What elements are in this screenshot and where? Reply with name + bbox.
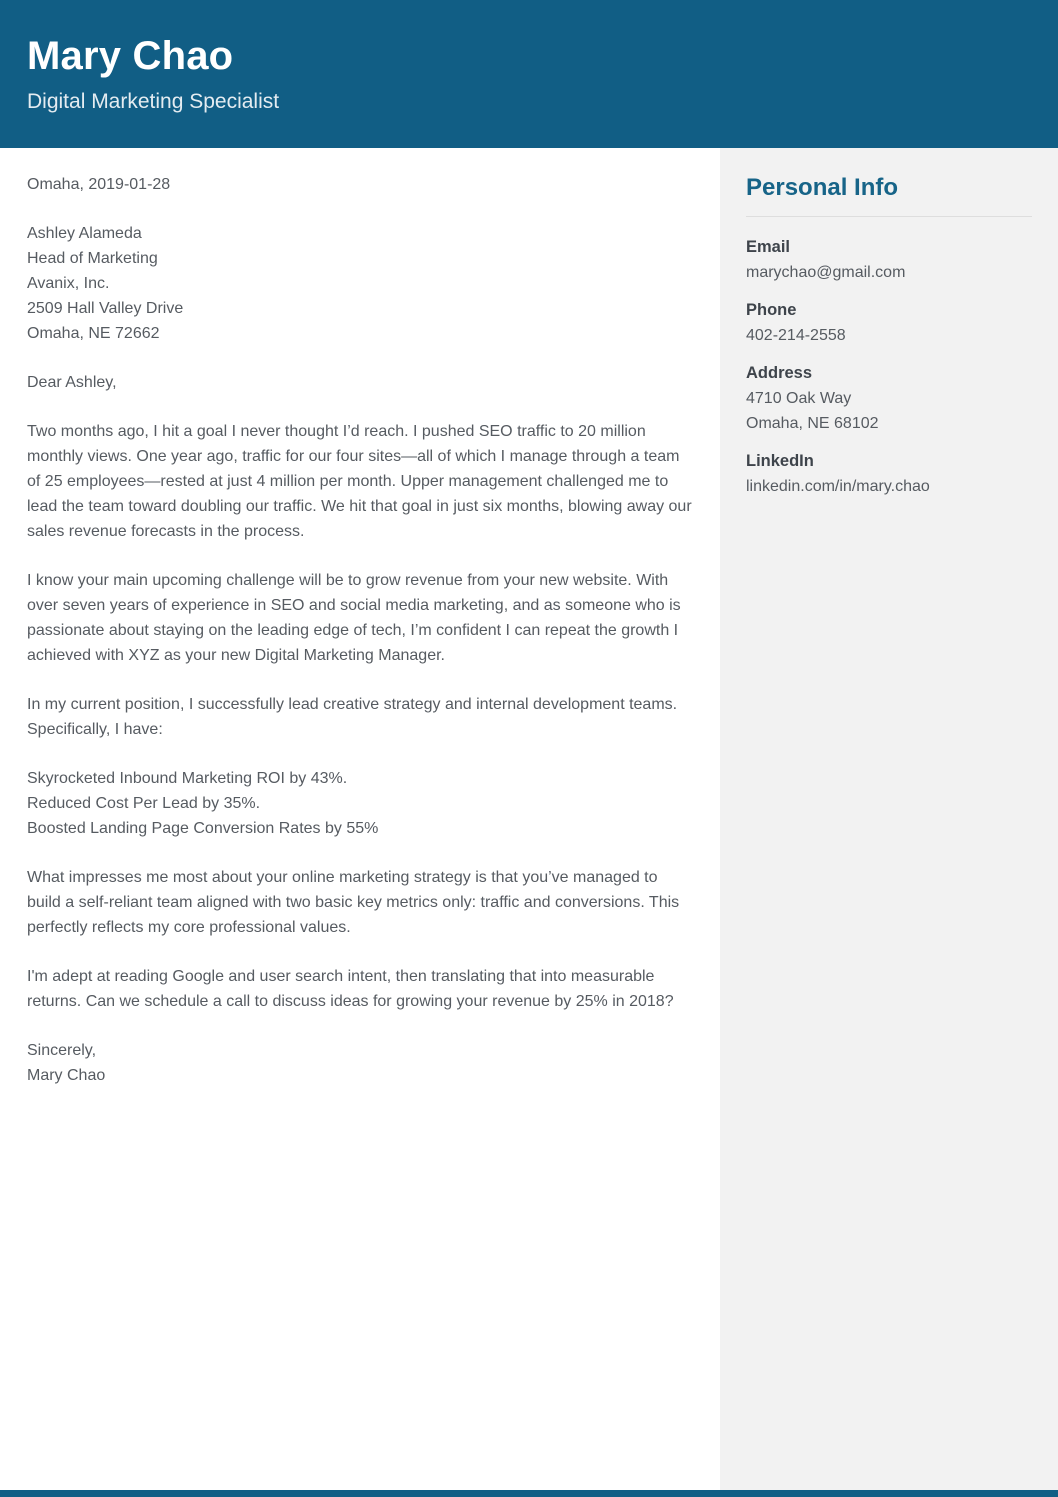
recipient-company: Avanix, Inc.	[27, 275, 110, 292]
paragraph-2: I know your main upcoming challenge will be to grow revenue from your new website. With over seven years of experience in SEO and social media marketing, and as someone who is passionate about staying on the leading edge of tech, I’m confident I can repeat the growth I achieved with XYZ as your new Digital Marketing Manager.	[27, 572, 681, 664]
info-group-phone	[746, 298, 1032, 348]
linkedin-value: linkedin.com/in/mary.chao	[746, 477, 930, 495]
sidebar-divider	[746, 216, 1032, 217]
achievement-item: Skyrocketed Inbound Marketing ROI by 43%.	[27, 770, 348, 787]
achievement-item: Reduced Cost Per Lead by 35%.	[27, 795, 261, 812]
signature: Mary Chao	[27, 1067, 106, 1084]
linkedin-label: LinkedIn	[746, 451, 814, 470]
phone-label: Phone	[746, 300, 797, 319]
phone-value: 402-214-2558	[746, 326, 846, 344]
person-job-title: Digital Marketing Specialist	[27, 90, 280, 113]
paragraph-3: In my current position, I successfully lead creative strategy and internal development teams. Specifically, I have:	[27, 696, 678, 738]
person-name: Mary Chao	[27, 34, 234, 78]
email-value: marychao@gmail.com	[746, 263, 906, 281]
address-label: Address	[746, 363, 813, 382]
info-group-address	[746, 361, 1032, 436]
letter-date: Omaha, 2019-01-28	[27, 176, 171, 193]
achievements-list	[27, 766, 693, 841]
recipient-city: Omaha, NE 72662	[27, 325, 160, 342]
achievement-item: Boosted Landing Page Conversion Rates by 55%	[27, 820, 379, 837]
email-label: Email	[746, 237, 791, 256]
recipient-block	[27, 221, 693, 346]
letter-body	[27, 148, 693, 1088]
paragraph-5: I'm adept at reading Google and user search intent, then translating that into measurable returns. Can we schedule a call to discuss ideas for growing your revenue by 25% in 2018?	[27, 968, 674, 1010]
salutation: Dear Ashley,	[27, 374, 117, 391]
footer-accent-bar	[0, 1490, 1058, 1497]
recipient-street: 2509 Hall Valley Drive	[27, 300, 184, 317]
paragraph-4: What impresses me most about your online marketing strategy is that you’ve managed to build a self-reliant team aligned with two basic key metrics only: traffic and conversions. This perfectly reflects my core professional values.	[27, 869, 680, 936]
recipient-name: Ashley Alameda	[27, 225, 142, 242]
closing: Sincerely,	[27, 1042, 97, 1059]
personal-info-sidebar	[720, 148, 1058, 1490]
recipient-title: Head of Marketing	[27, 250, 158, 267]
address-line-2: Omaha, NE 68102	[746, 414, 879, 432]
info-group-email	[746, 235, 1032, 285]
header-band	[0, 0, 1058, 148]
info-group-linkedin	[746, 449, 1032, 499]
closing-block	[27, 1038, 693, 1088]
sidebar-heading: Personal Info	[746, 174, 899, 201]
paragraph-1: Two months ago, I hit a goal I never thought I’d reach. I pushed SEO traffic to 20 million monthly views. One year ago, traffic for our four sites—all of which I manage through a team of 25 employees—rested at just 4 million per month. Upper management challenged me to lead the team toward doubling our traffic. We hit that goal in just six months, blowing away our sales revenue forecasts in the process.	[27, 423, 692, 540]
address-line-1: 4710 Oak Way	[746, 389, 852, 407]
